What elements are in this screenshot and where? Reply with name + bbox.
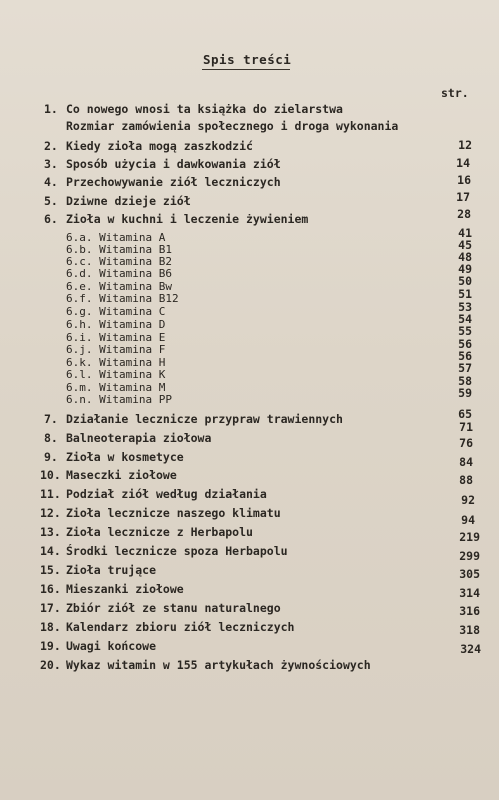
entry-page: 92 — [461, 493, 475, 507]
entry-title: Kalendarz zbioru ziół leczniczych — [66, 620, 295, 634]
vitamin-entry: 6.d. Witamina B6 — [66, 267, 172, 280]
vitamin-page: 58 — [458, 374, 472, 388]
entry-title: Zioła lecznicze naszego klimatu — [66, 506, 281, 520]
entry-page: 314 — [459, 586, 480, 600]
entry-page: 17 — [456, 190, 470, 204]
vitamin-page: 50 — [458, 274, 472, 288]
entry-title: Maseczki ziołowe — [66, 468, 177, 482]
entry-title: Zioła lecznicze z Herbapolu — [66, 525, 253, 539]
entry-page: 28 — [457, 207, 471, 221]
vitamin-entry: 6.i. Witamina E — [66, 331, 166, 344]
entry-number: 19. — [40, 639, 61, 653]
entry-number: 12. — [40, 506, 61, 520]
entry-page: 94 — [461, 513, 475, 527]
vitamin-page: 48 — [458, 250, 472, 264]
page-column-header: str. — [441, 86, 469, 100]
vitamin-entry: 6.b. Witamina B1 — [66, 243, 172, 256]
vitamin-entry: 6.j. Witamina F — [66, 343, 166, 356]
entry-number: 14. — [40, 544, 61, 558]
entry-title-continuation: Rozmiar zamówienia społecznego i droga wykonania — [66, 119, 399, 133]
vitamin-entry: 6.h. Witamina D — [66, 318, 166, 331]
vitamin-page: 51 — [458, 287, 472, 301]
vitamin-entry: 6.f. Witamina B12 — [66, 292, 179, 305]
entry-number: 20. — [40, 658, 61, 672]
entry-number: 1. — [44, 102, 58, 116]
entry-title: Zioła trujące — [66, 563, 157, 577]
entry-page: 305 — [459, 567, 480, 581]
entry-page: 299 — [459, 549, 480, 563]
entry-title: Działanie lecznicze przypraw trawiennych — [66, 412, 343, 426]
entry-number: 18. — [40, 620, 61, 634]
entry-number: 2. — [44, 139, 58, 153]
vitamin-entry: 6.n. Witamina PP — [66, 393, 172, 406]
entry-number: 3. — [44, 157, 58, 171]
entry-title: Co nowego wnosi ta książka do zielarstwa — [66, 102, 343, 116]
entry-number: 10. — [40, 468, 61, 482]
vitamin-entry: 6.c. Witamina B2 — [66, 255, 172, 268]
entry-page: 71 — [459, 420, 473, 434]
vitamin-entry: 6.a. Witamina A — [66, 231, 166, 244]
vitamin-entry: 6.m. Witamina M — [66, 381, 166, 394]
page-title: Spis treści — [203, 52, 292, 67]
entry-number: 13. — [40, 525, 61, 539]
vitamin-page: 54 — [458, 312, 472, 326]
vitamin-entry: 6.e. Witamina Bw — [66, 280, 172, 293]
entry-title: Podział ziół według działania — [66, 487, 267, 501]
vitamin-entry: 6.g. Witamina C — [66, 305, 166, 318]
entry-page: 84 — [459, 455, 473, 469]
entry-page: 316 — [459, 604, 480, 618]
entry-title: Środki lecznicze spoza Herbapolu — [66, 544, 288, 558]
entry-page: 324 — [460, 642, 481, 656]
entry-page: 76 — [459, 436, 473, 450]
entry-title: Zbiór ziół ze stanu naturalnego — [66, 601, 281, 615]
vitamin-page: 45 — [458, 238, 472, 252]
vitamin-page: 41 — [458, 226, 472, 240]
entry-number: 5. — [44, 194, 58, 208]
entry-title: Dziwne dzieje ziół — [66, 194, 191, 208]
entry-page: 318 — [459, 623, 480, 637]
vitamin-page: 49 — [458, 262, 472, 276]
entry-number: 9. — [44, 450, 58, 464]
entry-number: 4. — [44, 175, 58, 189]
entry-number: 17. — [40, 601, 61, 615]
vitamin-entry: 6.k. Witamina H — [66, 356, 166, 369]
entry-number: 15. — [40, 563, 61, 577]
vitamin-page: 56 — [458, 337, 472, 351]
entry-page: 14 — [456, 156, 470, 170]
entry-title: Uwagi końcowe — [66, 639, 157, 653]
vitamin-page: 53 — [458, 300, 472, 314]
entry-title: Mieszanki ziołowe — [66, 582, 184, 596]
vitamin-page: 56 — [458, 349, 472, 363]
entry-title: Wykaz witamin w 155 artykułach żywnościowych — [66, 658, 371, 672]
entry-page: 65 — [458, 407, 472, 421]
entry-page: 219 — [459, 530, 480, 544]
entry-page: 16 — [457, 173, 471, 187]
vitamin-page: 55 — [458, 324, 472, 338]
entry-title: Zioła w kosmetyce — [66, 450, 184, 464]
entry-number: 16. — [40, 582, 61, 596]
entry-number: 8. — [44, 431, 58, 445]
entry-page: 12 — [458, 138, 472, 152]
entry-title: Kiedy zioła mogą zaszkodzić — [66, 139, 253, 153]
entry-title: Sposób użycia i dawkowania ziół — [66, 157, 281, 171]
entry-page: 88 — [459, 473, 473, 487]
vitamin-page: 57 — [458, 361, 472, 375]
vitamin-page: 59 — [458, 386, 472, 400]
entry-number: 7. — [44, 412, 58, 426]
entry-number: 6. — [44, 212, 58, 226]
entry-title: Zioła w kuchni i leczenie żywieniem — [66, 212, 309, 226]
entry-title: Przechowywanie ziół leczniczych — [66, 175, 281, 189]
entry-number: 11. — [40, 487, 61, 501]
entry-title: Balneoterapia ziołowa — [66, 431, 212, 445]
title-underline — [202, 69, 290, 70]
vitamin-entry: 6.l. Witamina K — [66, 368, 166, 381]
